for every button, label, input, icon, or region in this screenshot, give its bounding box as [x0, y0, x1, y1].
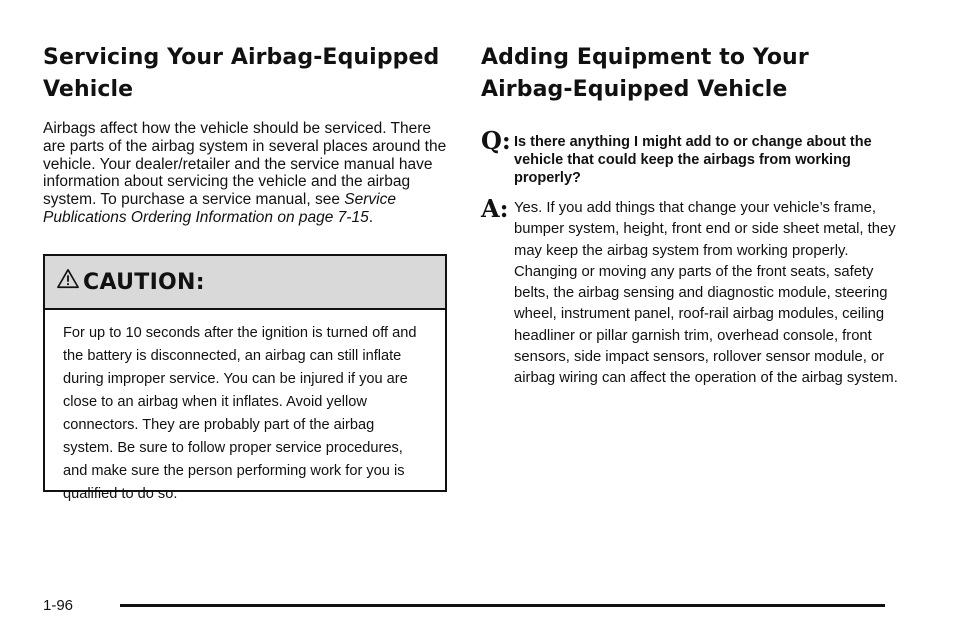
question-text: Is there anything I might add to or change about the vehicle that could keep the airbags from working properly?: [514, 134, 872, 186]
answer-text: Yes. If you add things that change your vehicle’s frame, bumper system, height, front end or side sheet metal, they may keep the airbag system from working properly. Changing or moving any parts of the front seats, safety belts, the airbag sensing and diagnostic module, steering wheel, instrument panel, roof-rail airbag modules, ceiling headliner or pillar garnish trim, overhead console, front sensors, side impact sensors, rollover sensor module, or airbag wiring can affect the operation of the airbag system.: [514, 200, 898, 387]
adding-equipment-heading: [481, 42, 901, 106]
caution-title: CAUTION:: [83, 269, 205, 295]
servicing-heading-line1: Servicing Your Airbag-Equipped: [43, 45, 440, 70]
caution-box: [43, 254, 447, 502]
question-block: [481, 126, 901, 187]
answer-block: [481, 194, 901, 390]
servicing-paragraph: [43, 120, 447, 227]
servicing-paragraph-end: .: [368, 208, 374, 226]
adding-equipment-section: [481, 42, 901, 106]
adding-equipment-heading-line1: Adding Equipment to Your: [481, 45, 809, 70]
warning-triangle-icon: [57, 268, 79, 290]
servicing-paragraph-text: Airbags affect how the vehicle should be serviced. There are parts of the airbag system in several places around the vehicle. Your dealer/retailer and the service manual have information about servicing the vehicle and the airbag system. To purchase a service manual, see: [43, 120, 447, 209]
footer-rule: [120, 604, 885, 607]
answer-letter: A:: [481, 194, 509, 223]
caution-text: For up to 10 seconds after the ignition is turned off and the battery is disconnected, an airbag can still inflate during improper service. You can be injured if you are close to an airbag when it inflates. Avoid yellow connectors. They are probably part of the airbag system. Be sure to follow proper service procedures, and make sure the person performing work for you is qualified to do so.: [63, 325, 417, 502]
servicing-heading-line2: Vehicle: [43, 77, 134, 102]
question-letter: Q:: [481, 126, 511, 155]
servicing-section: [43, 42, 447, 227]
service-publications-reference: Service Publications Ordering Information on page 7-15: [43, 191, 396, 226]
servicing-heading: [43, 42, 447, 106]
caution-header: [45, 256, 445, 310]
page-number: 1-96: [43, 597, 74, 614]
adding-equipment-heading-line2: Airbag-Equipped Vehicle: [481, 77, 788, 102]
